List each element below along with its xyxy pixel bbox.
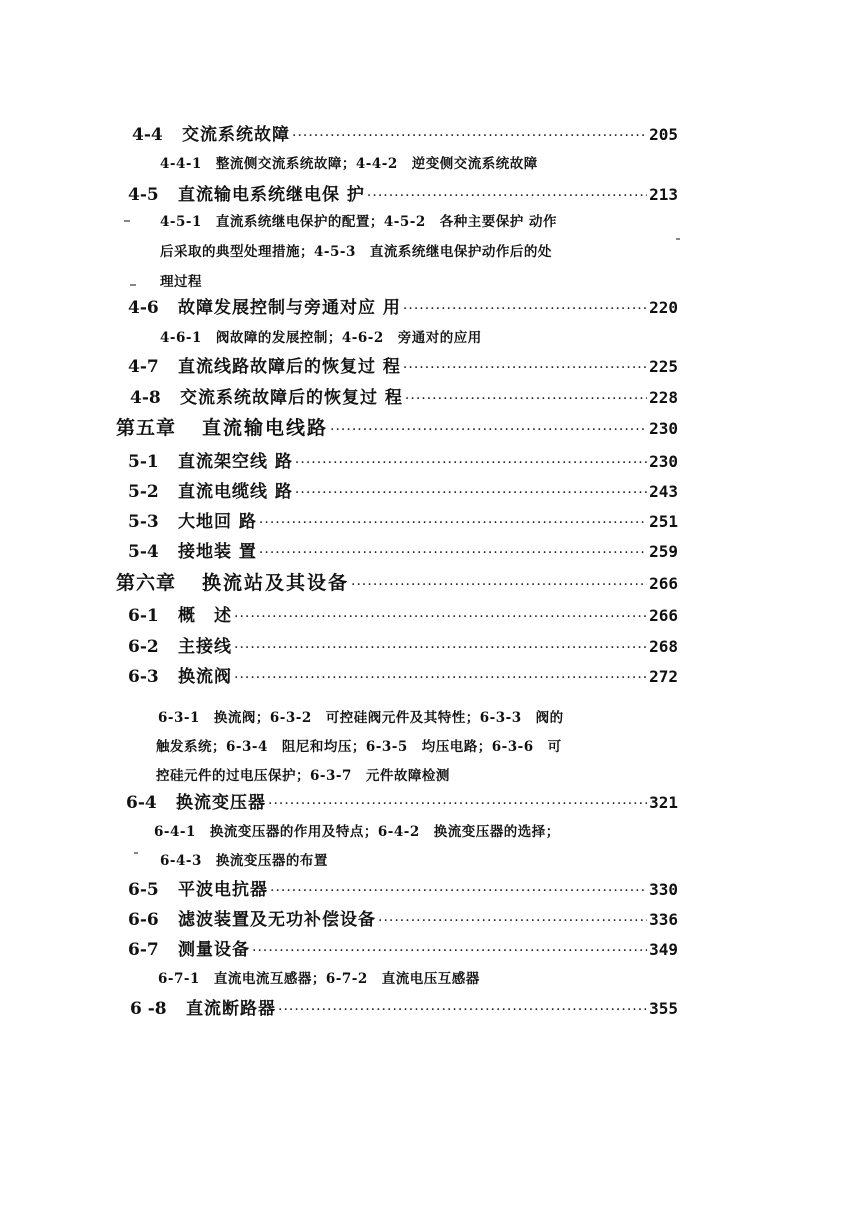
section-title: 概 述 [178, 606, 232, 626]
toc-entry-6-1 [128, 605, 678, 628]
section-number: 6-7 [128, 940, 159, 960]
section-number: 4-5 [128, 185, 159, 205]
leader-dots [403, 298, 647, 320]
section-title: 测量设备 [178, 940, 250, 960]
section-number: 6-3 [128, 667, 159, 687]
leader-dots [330, 419, 647, 441]
page-number: 205 [649, 125, 678, 144]
toc-entry-4-6 [128, 297, 678, 320]
section-title: 直流输电系统继电保 护 [178, 185, 365, 205]
page-number: 243 [649, 482, 678, 501]
leader-dots [234, 637, 647, 659]
leader-dots [268, 793, 647, 815]
page-number: 228 [649, 388, 678, 407]
section-number: 4-6 [128, 298, 159, 318]
leader-dots [403, 357, 647, 379]
toc-subentry: 4-4-1 整流侧交流系统故障；4-4-2 逆变侧交流系统故障 [160, 156, 538, 172]
scan-speck [134, 852, 138, 854]
leader-dots [252, 940, 647, 962]
toc-subentry: 6-4-3 换流变压器的布置 [160, 853, 328, 869]
page-number: 268 [649, 637, 678, 656]
leader-dots [259, 512, 647, 534]
toc-entry-5-3 [128, 511, 678, 534]
section-title: 主接线 [178, 637, 232, 657]
toc-entry-4-7 [128, 356, 678, 379]
section-title: 滤波装置及无功补偿设备 [178, 910, 376, 930]
toc-entry-5-1 [128, 451, 678, 474]
section-title: 大地回 路 [178, 512, 257, 532]
page-number: 355 [649, 999, 678, 1018]
scan-speck [676, 238, 680, 240]
section-number: 6-5 [128, 880, 159, 900]
section-title: 交流系统故障 [182, 125, 290, 145]
chapter-title: 换流站及其设备 [202, 572, 350, 594]
toc-entry-6-6 [128, 909, 678, 932]
section-number: 6-4 [126, 793, 157, 813]
leader-dots [259, 542, 647, 564]
section-number: 5-2 [128, 482, 159, 502]
toc-subentry: 4-5-1 直流系统继电保护的配置；4-5-2 各种主要保护 动作 [160, 214, 557, 230]
scan-speck [124, 220, 130, 222]
toc-entry-4-5 [128, 184, 678, 207]
toc-entry-6-2 [128, 636, 678, 659]
leader-dots [295, 452, 647, 474]
toc-chapter-5 [116, 417, 678, 441]
leader-dots [292, 125, 647, 147]
page-number: 266 [649, 606, 678, 625]
section-title: 直流断路器 [186, 999, 276, 1019]
toc-subentry: 6-4-1 换流变压器的作用及特点；6-4-2 换流变压器的选择； [154, 824, 560, 840]
section-number: 6-6 [128, 910, 159, 930]
toc-entry-5-4 [128, 541, 678, 564]
toc-entry-5-2 [128, 481, 678, 504]
section-title: 换流变压器 [176, 793, 266, 813]
leader-dots [278, 999, 647, 1021]
chapter-number: 第五章 [116, 417, 177, 439]
section-title: 换流阀 [178, 667, 232, 687]
chapter-title: 直流输电线路 [202, 417, 329, 439]
toc-subentry: 理过程 [160, 274, 202, 290]
toc-subentry: 后采取的典型处理措施；4-5-3 直流系统继电保护动作后的处 [160, 244, 552, 260]
toc-entry-4-8 [130, 387, 678, 410]
section-title: 交流系统故障后的恢复过 程 [180, 388, 403, 408]
section-title: 直流架空线 路 [178, 452, 293, 472]
toc-subentry: 触发系统；6-3-4 阻尼和均压；6-3-5 均压电路；6-3-6 可 [156, 739, 562, 755]
toc-entry-6-7 [128, 939, 678, 962]
section-title: 直流电缆线 路 [178, 482, 293, 502]
section-number: 6-1 [128, 606, 159, 626]
leader-dots [234, 606, 647, 628]
toc-subentry: 控硅元件的过电压保护；6-3-7 元件故障检测 [156, 768, 450, 784]
page-number: 213 [649, 185, 678, 204]
page-number: 336 [649, 910, 678, 929]
page-number: 349 [649, 940, 678, 959]
leader-dots [270, 880, 647, 902]
page-number: 230 [649, 452, 678, 471]
toc-entry-6-8 [130, 998, 678, 1021]
section-number: 5-4 [128, 542, 159, 562]
page-number: 220 [649, 298, 678, 317]
leader-dots [295, 482, 647, 504]
section-number: 6-2 [128, 637, 159, 657]
leader-dots [378, 910, 647, 932]
section-number: 4-4 [132, 125, 163, 145]
toc-chapter-6 [116, 572, 678, 596]
section-title: 故障发展控制与旁通对应 用 [178, 298, 401, 318]
section-number: 6 -8 [130, 999, 167, 1019]
page-number: 251 [649, 512, 678, 531]
section-number: 4-7 [128, 357, 159, 377]
toc-entry-6-5 [128, 879, 678, 902]
toc-subentry: 4-6-1 阀故障的发展控制；4-6-2 旁通对的应用 [160, 330, 482, 346]
page-number: 330 [649, 880, 678, 899]
leader-dots [367, 185, 647, 207]
section-title: 接地装 置 [178, 542, 257, 562]
toc-entry-6-4 [126, 792, 678, 815]
leader-dots [234, 667, 647, 689]
toc-entry-6-3 [128, 666, 678, 689]
page-number: 259 [649, 542, 678, 561]
leader-dots [405, 388, 647, 410]
section-number: 5-3 [128, 512, 159, 532]
toc-subentry: 6-3-1 换流阀；6-3-2 可控硅阀元件及其特性；6-3-3 阀的 [158, 710, 564, 726]
scan-speck [130, 284, 136, 286]
page-number: 225 [649, 357, 678, 376]
leader-dots [351, 574, 647, 596]
section-number: 5-1 [128, 452, 159, 472]
toc-entry-4-4 [132, 124, 678, 147]
page-number: 266 [649, 574, 678, 593]
page-number: 272 [649, 667, 678, 686]
toc-subentry: 6-7-1 直流电流互感器；6-7-2 直流电压互感器 [158, 971, 480, 987]
section-title: 直流线路故障后的恢复过 程 [178, 357, 401, 377]
chapter-number: 第六章 [116, 572, 177, 594]
section-number: 4-8 [130, 388, 161, 408]
section-title: 平波电抗器 [178, 880, 268, 900]
page-number: 230 [649, 419, 678, 438]
page-number: 321 [649, 793, 678, 812]
